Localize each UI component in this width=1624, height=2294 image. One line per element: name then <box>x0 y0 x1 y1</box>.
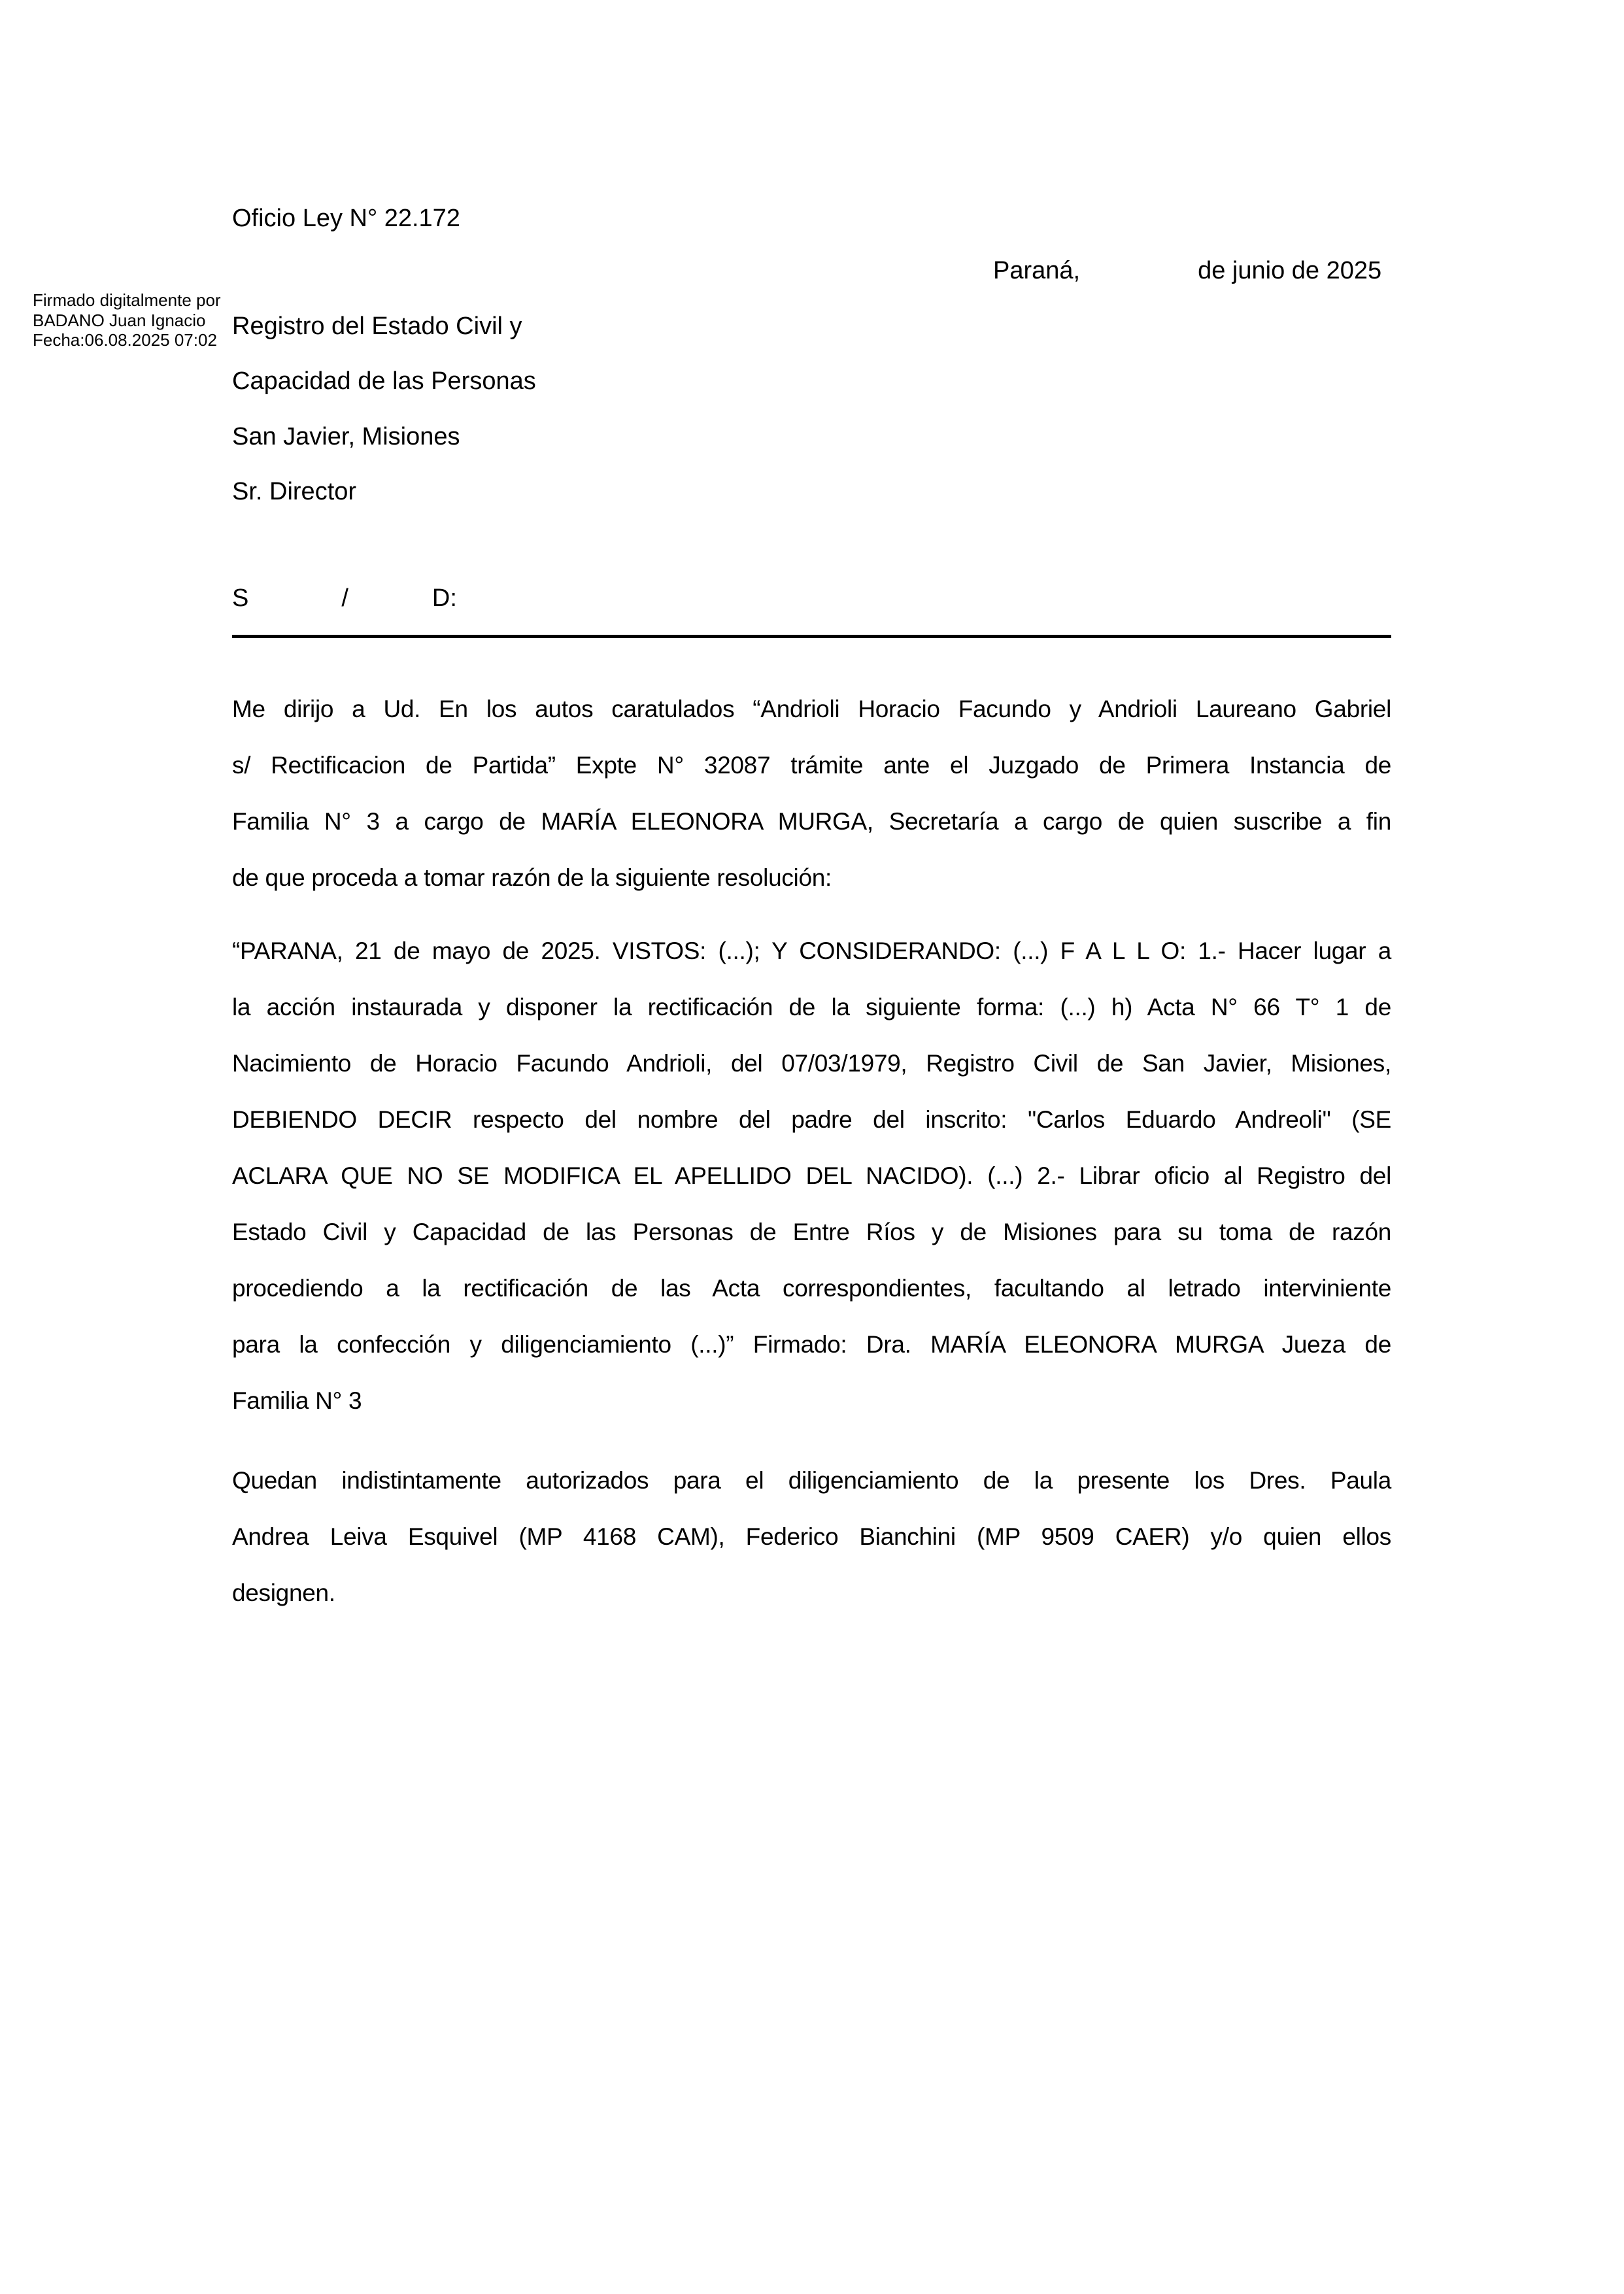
paragraph-resolution-quote <box>232 923 1391 1429</box>
sd-slash: / <box>341 584 348 612</box>
paragraph-intro <box>232 681 1391 906</box>
text-line: Quedan indistintamente autorizados para el diligenciamiento de la presente los Dres. Paula <box>232 1467 1391 1494</box>
text-line: Andrea Leiva Esquivel (MP 4168 CAM), Federico Bianchini (MP 9509 CAER) y/o quien ellos <box>232 1523 1391 1550</box>
s-d-line <box>232 584 457 613</box>
oficio-law-heading: Oficio Ley N° 22.172 <box>232 205 460 232</box>
text-line: para la confección y diligenciamiento (...)” Firmado: Dra. MARÍA ELEONORA MURGA Jueza de <box>232 1331 1391 1358</box>
text-line: Fecha:06.08.2025 07:02 <box>33 330 217 350</box>
text-line: DEBIENDO DECIR respecto del nombre del padre del inscrito: "Carlos Eduardo Andreoli" (SE <box>232 1106 1391 1133</box>
sd-d: D: <box>431 584 457 612</box>
text-line: Estado Civil y Capacidad de las Personas de Entre Ríos y de Misiones para su toma de razón <box>232 1219 1391 1245</box>
text-line: Familia N° 3 a cargo de MARÍA ELEONORA MURGA, Secretaría a cargo de quien suscribe a fin <box>232 808 1391 835</box>
date-month-year: de junio de 2025 <box>1198 257 1382 284</box>
text-line: procediendo a la rectificación de las Acta correspondientes, facultando al letrado interviniente <box>232 1275 1391 1302</box>
date-city: Paraná, <box>993 257 1081 284</box>
paragraph-authorized-lawyers <box>232 1453 1391 1621</box>
text-line: Me dirijo a Ud. En los autos caratulados “Andrioli Horacio Facundo y Andrioli Laureano Gabriel <box>232 696 1391 722</box>
text-line: Familia N° 3 <box>232 1387 362 1414</box>
sd-s: S <box>232 584 249 612</box>
horizontal-rule <box>232 635 1391 638</box>
text-line: Sr. Director <box>232 477 357 505</box>
text-line: BADANO Juan Ignacio <box>33 310 206 330</box>
date-line <box>993 256 1381 285</box>
text-line: Capacidad de las Personas <box>232 367 536 396</box>
recipient-block <box>232 299 536 519</box>
text-line: Registro del Estado Civil y <box>232 312 522 340</box>
text-line: designen. <box>232 1579 335 1606</box>
text-line: Nacimiento de Horacio Facundo Andrioli, del 07/03/1979, Registro Civil de San Javier, Misiones, <box>232 1050 1391 1077</box>
text-line: de que proceda a tomar razón de la siguiente resolución: <box>232 864 832 891</box>
text-line: ACLARA QUE NO SE MODIFICA EL APELLIDO DEL NACIDO). (...) 2.- Librar oficio al Registro del <box>232 1162 1391 1189</box>
text-line: “PARANA, 21 de mayo de 2025. VISTOS: (...); Y CONSIDERANDO: (...) F A L L O: 1.- Hacer lugar a <box>232 937 1391 964</box>
text-line: San Javier, Misiones <box>232 422 460 450</box>
text-line: Firmado digitalmente por <box>33 290 221 310</box>
digital-signature-stamp <box>33 290 221 350</box>
text-line: s/ Rectificacion de Partida” Expte N° 32087 trámite ante el Juzgado de Primera Instancia de <box>232 752 1391 779</box>
text-line: la acción instaurada y disponer la rectificación de la siguiente forma: (...) h) Acta N° 66 T° 1 de <box>232 994 1391 1020</box>
